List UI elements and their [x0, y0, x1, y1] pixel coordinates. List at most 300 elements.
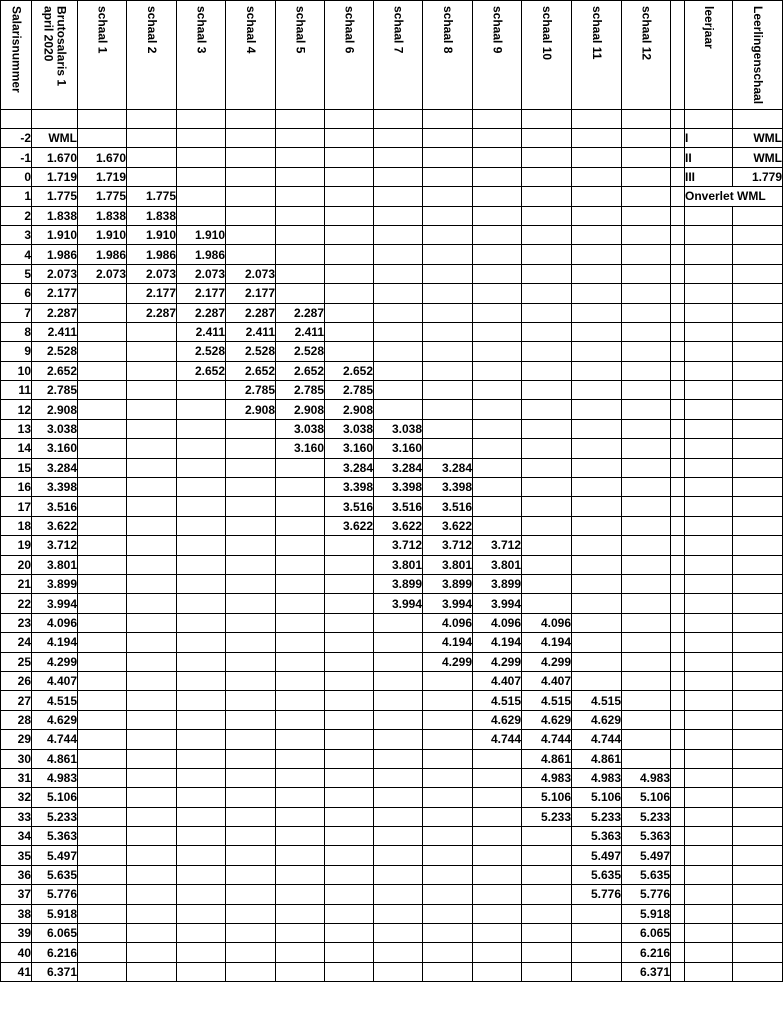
- spacer-cell: [473, 110, 522, 129]
- salarisnummer-cell: 11: [1, 381, 32, 400]
- schaal-cell: 3.284: [374, 458, 423, 477]
- schaal-cell: [473, 962, 522, 981]
- schaal-cell: [374, 303, 423, 322]
- schaal-cell: 3.622: [325, 516, 374, 535]
- schaal-cell: [127, 361, 177, 380]
- schaal-cell: [226, 865, 276, 884]
- brutosalaris-cell: 2.908: [32, 400, 78, 419]
- schaal-cell: [473, 516, 522, 535]
- leerlingenschaal-cell: [733, 885, 783, 904]
- leerjaar-cell: I: [685, 129, 733, 148]
- schaal-cell: [423, 322, 473, 341]
- schaal-cell: [177, 652, 226, 671]
- schaal-cell: [78, 381, 127, 400]
- leerjaar-cell: [685, 381, 733, 400]
- spacer-cell: [671, 458, 685, 477]
- schaal-cell: [423, 225, 473, 244]
- schaal-cell: 1.719: [78, 167, 127, 186]
- leerjaar-cell: [685, 807, 733, 826]
- brutosalaris-cell: 5.233: [32, 807, 78, 826]
- brutosalaris-cell: 3.398: [32, 478, 78, 497]
- schaal-cell: 6.216: [622, 943, 671, 962]
- schaal-cell: 5.233: [522, 807, 572, 826]
- schaal-cell: [226, 904, 276, 923]
- brutosalaris-cell: 5.635: [32, 865, 78, 884]
- schaal-cell: [127, 865, 177, 884]
- leerlingenschaal-cell: [733, 594, 783, 613]
- table-row: [1, 594, 783, 613]
- leerlingenschaal-cell: [733, 555, 783, 574]
- schaal-cell: [78, 419, 127, 438]
- schaal-cell: [572, 381, 622, 400]
- schaal-cell: [522, 478, 572, 497]
- schaal-cell: [473, 788, 522, 807]
- schaal-cell: [423, 148, 473, 167]
- schaal-cell: [325, 594, 374, 613]
- salarisnummer-cell: 9: [1, 342, 32, 361]
- schaal-cell: [374, 284, 423, 303]
- schaal-cell: 5.233: [572, 807, 622, 826]
- salarisnummer-cell: 35: [1, 846, 32, 865]
- schaal-cell: [78, 361, 127, 380]
- schaal-cell: 3.284: [325, 458, 374, 477]
- schaal-cell: [572, 574, 622, 593]
- schaal-cell: [78, 555, 127, 574]
- schaal-cell: [622, 516, 671, 535]
- schaal-cell: 2.652: [325, 361, 374, 380]
- schaal-cell: 2.177: [127, 284, 177, 303]
- salarisnummer-cell: 19: [1, 536, 32, 555]
- schaal-cell: [622, 264, 671, 283]
- salarisnummer-cell: 36: [1, 865, 32, 884]
- schaal-cell: [325, 167, 374, 186]
- schaal-cell: [522, 381, 572, 400]
- schaal-cell: [423, 361, 473, 380]
- table-row: [1, 633, 783, 652]
- schaal-cell: 4.194: [522, 633, 572, 652]
- schaal-cell: [522, 342, 572, 361]
- col-header-schaal-9: [473, 1, 522, 110]
- schaal-cell: [127, 574, 177, 593]
- col-header-label: schaal 8: [441, 6, 455, 54]
- leerlingenschaal-cell: [733, 381, 783, 400]
- schaal-cell: [572, 322, 622, 341]
- schaal-cell: 2.652: [177, 361, 226, 380]
- schaal-cell: [473, 497, 522, 516]
- schaal-cell: [78, 691, 127, 710]
- schaal-cell: [177, 187, 226, 206]
- leerlingenschaal-cell: [733, 904, 783, 923]
- table-row: [1, 885, 783, 904]
- brutosalaris-cell: 1.719: [32, 167, 78, 186]
- schaal-cell: [572, 633, 622, 652]
- schaal-cell: [423, 768, 473, 787]
- schaal-cell: [423, 730, 473, 749]
- schaal-cell: [522, 400, 572, 419]
- schaal-cell: 4.983: [622, 768, 671, 787]
- schaal-cell: [127, 904, 177, 923]
- schaal-cell: 2.528: [276, 342, 325, 361]
- schaal-cell: [325, 633, 374, 652]
- leerlingenschaal-cell: [733, 633, 783, 652]
- schaal-cell: [622, 361, 671, 380]
- table-row: [1, 419, 783, 438]
- schaal-cell: [276, 167, 325, 186]
- table-row: [1, 768, 783, 787]
- schaal-cell: [522, 167, 572, 186]
- col-header-brutosalaris: [32, 1, 78, 110]
- schaal-cell: [423, 865, 473, 884]
- schaal-cell: [78, 807, 127, 826]
- schaal-cell: [473, 167, 522, 186]
- spacer-cell: [671, 361, 685, 380]
- leerlingenschaal-cell: [733, 439, 783, 458]
- schaal-cell: 5.635: [572, 865, 622, 884]
- table-row: [1, 574, 783, 593]
- schaal-cell: 4.744: [473, 730, 522, 749]
- leerjaar-cell: III: [685, 167, 733, 186]
- schaal-cell: [572, 555, 622, 574]
- schaal-cell: [423, 710, 473, 729]
- schaal-cell: [572, 129, 622, 148]
- schaal-cell: [177, 633, 226, 652]
- spacer-cell: [671, 594, 685, 613]
- schaal-cell: 5.918: [622, 904, 671, 923]
- spacer-cell: [671, 807, 685, 826]
- schaal-cell: 2.908: [276, 400, 325, 419]
- schaal-cell: 4.861: [572, 749, 622, 768]
- schaal-cell: [78, 303, 127, 322]
- schaal-cell: 3.801: [473, 555, 522, 574]
- spacer-cell: [671, 110, 685, 129]
- schaal-cell: [325, 807, 374, 826]
- col-header-label: schaal 4: [244, 6, 258, 54]
- schaal-cell: [127, 962, 177, 981]
- schaal-cell: [177, 148, 226, 167]
- schaal-cell: [177, 730, 226, 749]
- salarisnummer-cell: 29: [1, 730, 32, 749]
- schaal-cell: [423, 904, 473, 923]
- schaal-cell: [473, 245, 522, 264]
- salarisnummer-cell: 39: [1, 924, 32, 943]
- schaal-cell: 2.785: [226, 381, 276, 400]
- col-header-label: schaal 10: [540, 6, 554, 61]
- table-row: [1, 536, 783, 555]
- schaal-cell: [423, 885, 473, 904]
- col-header-label: schaal 1: [95, 6, 110, 54]
- schaal-cell: [423, 807, 473, 826]
- schaal-cell: [78, 943, 127, 962]
- schaal-cell: [276, 148, 325, 167]
- schaal-cell: [473, 827, 522, 846]
- spacer-cell: [127, 110, 177, 129]
- leerlingenschaal-cell: [733, 206, 783, 225]
- leerjaar-cell: [685, 400, 733, 419]
- schaal-cell: 5.776: [572, 885, 622, 904]
- schaal-cell: [276, 633, 325, 652]
- table-row: [1, 206, 783, 225]
- schaal-cell: [374, 613, 423, 632]
- schaal-cell: [473, 478, 522, 497]
- col-header-schaal-1: [78, 1, 127, 110]
- schaal-cell: [78, 768, 127, 787]
- brutosalaris-cell: 2.528: [32, 342, 78, 361]
- schaal-cell: [374, 264, 423, 283]
- schaal-cell: [522, 555, 572, 574]
- salarisnummer-cell: 32: [1, 788, 32, 807]
- onverlet-wml-cell: Onverlet WML: [685, 187, 783, 206]
- salarisnummer-cell: 23: [1, 613, 32, 632]
- salarisnummer-cell: 12: [1, 400, 32, 419]
- leerjaar-cell: [685, 924, 733, 943]
- leerlingenschaal-cell: [733, 322, 783, 341]
- schaal-cell: 1.910: [127, 225, 177, 244]
- schaal-cell: [177, 613, 226, 632]
- schaal-cell: [423, 846, 473, 865]
- spacer-cell: [671, 885, 685, 904]
- schaal-cell: 3.712: [423, 536, 473, 555]
- schaal-cell: [325, 730, 374, 749]
- schaal-cell: 4.983: [572, 768, 622, 787]
- leerlingenschaal-cell: [733, 536, 783, 555]
- schaal-cell: [622, 129, 671, 148]
- schaal-cell: 2.073: [177, 264, 226, 283]
- schaal-cell: [78, 129, 127, 148]
- schaal-cell: [177, 962, 226, 981]
- leerlingenschaal-cell: [733, 400, 783, 419]
- schaal-cell: 3.899: [423, 574, 473, 593]
- leerlingenschaal-cell: WML: [733, 148, 783, 167]
- brutosalaris-cell: 5.363: [32, 827, 78, 846]
- schaal-cell: [325, 846, 374, 865]
- leerjaar-cell: [685, 652, 733, 671]
- table-row: [1, 497, 783, 516]
- leerlingenschaal-cell: [733, 807, 783, 826]
- col-header-leerjaar: [685, 1, 733, 110]
- schaal-cell: 2.411: [177, 322, 226, 341]
- schaal-cell: [325, 943, 374, 962]
- schaal-cell: [78, 749, 127, 768]
- col-header-schaal-2: [127, 1, 177, 110]
- schaal-cell: 1.838: [78, 206, 127, 225]
- spacer-cell: [671, 478, 685, 497]
- schaal-cell: 5.106: [572, 788, 622, 807]
- schaal-cell: [177, 574, 226, 593]
- schaal-cell: [622, 613, 671, 632]
- schaal-cell: [226, 710, 276, 729]
- schaal-cell: [325, 749, 374, 768]
- schaal-cell: [177, 691, 226, 710]
- schaal-cell: [177, 924, 226, 943]
- schaal-cell: [78, 671, 127, 690]
- schaal-cell: [177, 206, 226, 225]
- schaal-cell: [473, 885, 522, 904]
- schaal-cell: 4.744: [522, 730, 572, 749]
- spacer-cell: [671, 943, 685, 962]
- schaal-cell: 3.994: [374, 594, 423, 613]
- brutosalaris-cell: 6.216: [32, 943, 78, 962]
- schaal-cell: [276, 206, 325, 225]
- brutosalaris-cell: 4.983: [32, 768, 78, 787]
- schaal-cell: [226, 691, 276, 710]
- schaal-cell: [572, 652, 622, 671]
- leerlingenschaal-cell: [733, 691, 783, 710]
- schaal-cell: [622, 652, 671, 671]
- leerlingenschaal-cell: [733, 962, 783, 981]
- schaal-cell: [226, 613, 276, 632]
- schaal-cell: 2.908: [226, 400, 276, 419]
- table-row: [1, 710, 783, 729]
- spacer-cell: [671, 846, 685, 865]
- schaal-cell: [522, 148, 572, 167]
- schaal-cell: [622, 225, 671, 244]
- schaal-cell: 4.861: [522, 749, 572, 768]
- leerlingenschaal-cell: [733, 710, 783, 729]
- schaal-cell: [622, 419, 671, 438]
- schaal-cell: [78, 710, 127, 729]
- schaal-cell: [325, 129, 374, 148]
- table-row: [1, 342, 783, 361]
- schaal-cell: [325, 865, 374, 884]
- schaal-cell: [177, 381, 226, 400]
- schaal-cell: [423, 303, 473, 322]
- schaal-cell: [78, 652, 127, 671]
- schaal-cell: [276, 574, 325, 593]
- schaal-cell: [78, 536, 127, 555]
- schaal-cell: 2.073: [127, 264, 177, 283]
- leerlingenschaal-cell: [733, 788, 783, 807]
- schaal-cell: 3.899: [473, 574, 522, 593]
- schaal-cell: 3.038: [325, 419, 374, 438]
- leerlingenschaal-cell: [733, 245, 783, 264]
- schaal-cell: 3.801: [423, 555, 473, 574]
- schaal-cell: [622, 730, 671, 749]
- schaal-cell: [276, 710, 325, 729]
- schaal-cell: 5.497: [622, 846, 671, 865]
- table-row: [1, 730, 783, 749]
- schaal-cell: [473, 129, 522, 148]
- col-header-schaal-4: [226, 1, 276, 110]
- table-row: [1, 478, 783, 497]
- schaal-cell: [127, 710, 177, 729]
- spacer-cell: [671, 167, 685, 186]
- salarisnummer-cell: 31: [1, 768, 32, 787]
- brutosalaris-cell: 4.096: [32, 613, 78, 632]
- leerjaar-cell: II: [685, 148, 733, 167]
- schaal-cell: [473, 904, 522, 923]
- table-row: [1, 264, 783, 283]
- schaal-cell: [177, 167, 226, 186]
- salarisnummer-cell: 8: [1, 322, 32, 341]
- table-row: [1, 807, 783, 826]
- salarisnummer-cell: 4: [1, 245, 32, 264]
- schaal-cell: [522, 865, 572, 884]
- leerlingenschaal-cell: [733, 458, 783, 477]
- schaal-cell: [572, 264, 622, 283]
- leerlingenschaal-cell: [733, 264, 783, 283]
- schaal-cell: [127, 439, 177, 458]
- schaal-cell: [622, 167, 671, 186]
- schaal-cell: 3.622: [423, 516, 473, 535]
- schaal-cell: [177, 478, 226, 497]
- schaal-cell: [572, 439, 622, 458]
- schaal-cell: [78, 924, 127, 943]
- schaal-cell: [374, 749, 423, 768]
- table-row: [1, 129, 783, 148]
- schaal-cell: [473, 768, 522, 787]
- spacer-cell: [177, 110, 226, 129]
- schaal-cell: [622, 439, 671, 458]
- schaal-cell: [622, 671, 671, 690]
- leerjaar-cell: [685, 749, 733, 768]
- salarisnummer-cell: 6: [1, 284, 32, 303]
- schaal-cell: [423, 264, 473, 283]
- leerjaar-cell: [685, 497, 733, 516]
- leerjaar-cell: [685, 788, 733, 807]
- brutosalaris-cell: 4.194: [32, 633, 78, 652]
- schaal-cell: [226, 943, 276, 962]
- schaal-cell: [522, 458, 572, 477]
- schaal-cell: [522, 943, 572, 962]
- schaal-cell: [177, 536, 226, 555]
- schaal-cell: [177, 516, 226, 535]
- schaal-cell: [78, 342, 127, 361]
- schaal-cell: 4.096: [423, 613, 473, 632]
- spacer-cell: [671, 206, 685, 225]
- schaal-cell: 2.287: [226, 303, 276, 322]
- schaal-cell: [78, 788, 127, 807]
- spacer-cell: [671, 652, 685, 671]
- schaal-cell: [374, 924, 423, 943]
- schaal-cell: 3.160: [276, 439, 325, 458]
- spacer-cell: [671, 322, 685, 341]
- schaal-cell: [622, 710, 671, 729]
- schaal-cell: [423, 962, 473, 981]
- schaal-cell: [127, 381, 177, 400]
- spacer-cell: [671, 497, 685, 516]
- spacer-cell: [671, 536, 685, 555]
- schaal-cell: [177, 904, 226, 923]
- col-header-label: schaal 6: [342, 6, 357, 54]
- col-header-label: schaal 2: [145, 6, 159, 54]
- schaal-cell: [522, 264, 572, 283]
- schaal-cell: [374, 245, 423, 264]
- col-header-label: Brutosalaris 1 april 2020: [41, 6, 69, 87]
- spacer-cell: [671, 148, 685, 167]
- brutosalaris-cell: 3.712: [32, 536, 78, 555]
- schaal-cell: [522, 846, 572, 865]
- leerjaar-cell: [685, 361, 733, 380]
- schaal-cell: [473, 381, 522, 400]
- table-row: [1, 788, 783, 807]
- schaal-cell: [78, 594, 127, 613]
- salarisnummer-cell: 7: [1, 303, 32, 322]
- table-row: [1, 148, 783, 167]
- salarisnummer-cell: 38: [1, 904, 32, 923]
- spacer-cell: [671, 633, 685, 652]
- schaal-cell: [226, 671, 276, 690]
- leerjaar-cell: [685, 322, 733, 341]
- schaal-cell: [78, 827, 127, 846]
- leerjaar-cell: [685, 225, 733, 244]
- schaal-cell: [127, 536, 177, 555]
- schaal-cell: 5.106: [622, 788, 671, 807]
- schaal-cell: [572, 904, 622, 923]
- schaal-cell: [276, 594, 325, 613]
- schaal-cell: [226, 807, 276, 826]
- schaal-cell: [276, 536, 325, 555]
- schaal-cell: [226, 768, 276, 787]
